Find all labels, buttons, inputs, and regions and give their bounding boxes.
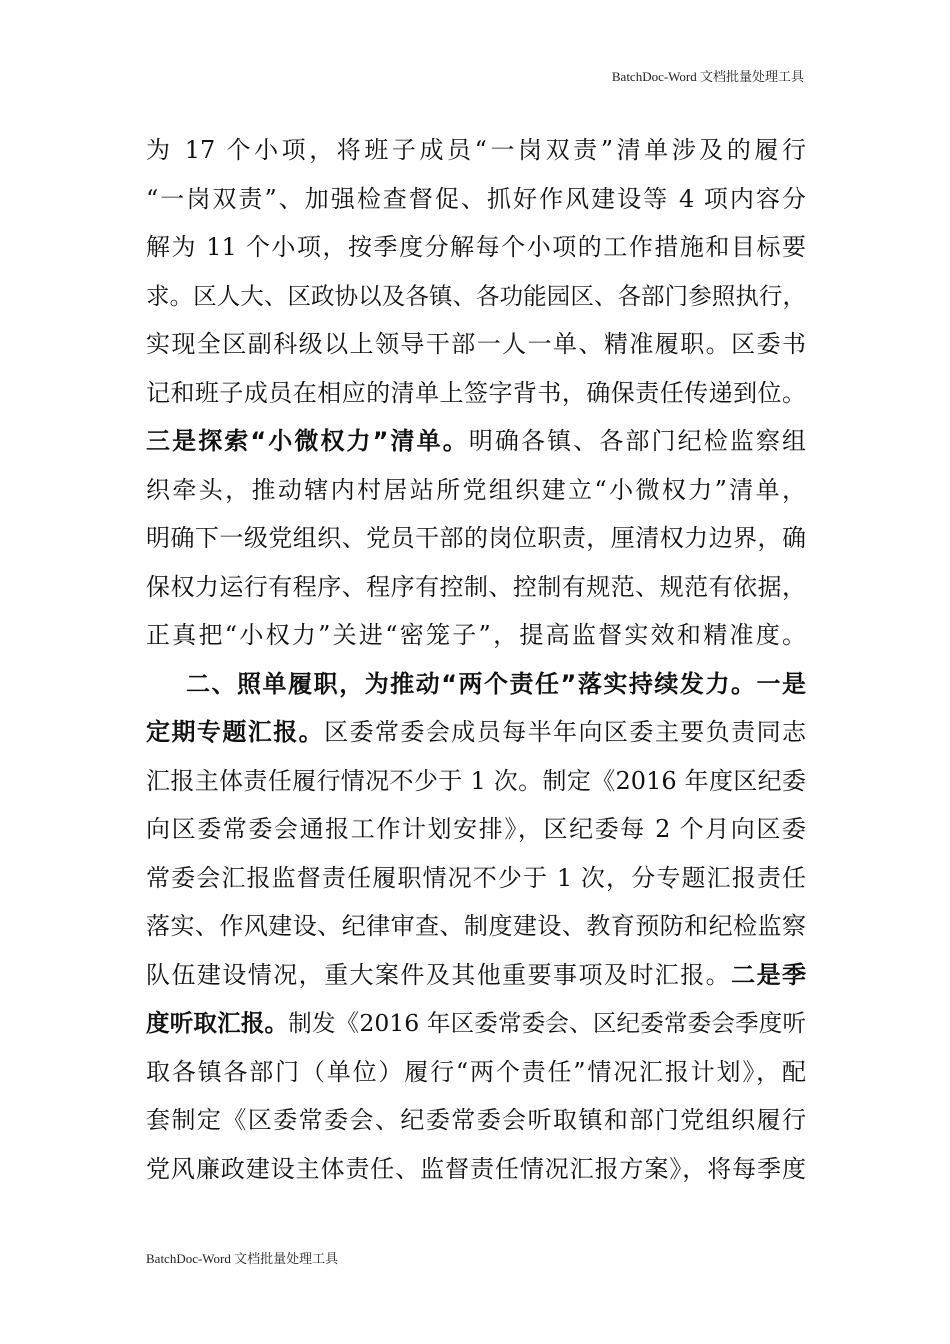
text-line — [146, 1096, 806, 1145]
text-line — [146, 272, 806, 321]
text-line — [146, 999, 806, 1048]
text-line — [146, 708, 806, 757]
bold-text-segment: 定期专题汇报。 — [146, 718, 325, 746]
text-segment: 党风廉政建设主体责任、监督责任情况汇报方案》，将每季度 — [146, 1154, 806, 1183]
text-line — [146, 223, 806, 272]
text-line — [146, 660, 806, 709]
text-line — [146, 1048, 806, 1097]
text-segment: 取各镇各部门（单位）履行“两个责任”情况汇报计划》，配 — [146, 1057, 806, 1086]
text-segment: 向区委常委会通报工作计划安排》，区纪委每 2 个月向区委 — [146, 815, 806, 843]
bold-text-segment: 二是季 — [731, 960, 807, 989]
text-segment: 记和班子成员在相应的清单上签字背书，确保责任传递到位。 — [146, 378, 806, 407]
text-segment: 套制定《区委常委会、纪委常委会听取镇和部门党组织履行 — [146, 1106, 806, 1134]
text-segment: 织牵头，推动辖内村居站所党组织建立“小微权力”清单， — [146, 475, 806, 504]
text-line — [146, 1145, 806, 1194]
text-line — [146, 514, 806, 563]
document-body — [146, 126, 806, 1193]
text-line — [146, 805, 806, 854]
text-segment: 明确下一级党组织、党员干部的岗位职责，厘清权力边界，确 — [146, 524, 806, 552]
text-segment: 汇报主体责任履行情况不少于 1 次。制定《2016 年度区纪委 — [146, 766, 806, 795]
bold-text-segment: 度听取汇报。 — [146, 1009, 289, 1037]
text-segment: 解为 11 个小项，按季度分解每个小项的工作措施和目标要 — [146, 233, 806, 261]
text-segment: 区委常委会成员每半年向区委主要负责同志 — [324, 718, 807, 746]
text-segment: 明确各镇、各部门纪检监察组 — [468, 427, 807, 455]
text-line — [146, 466, 806, 515]
text-segment: 正真把“小权力”关进“密笼子”，提高监督实效和精准度。 — [146, 621, 806, 649]
bold-text-segment: 三是探索“小微权力”清单。 — [146, 427, 469, 455]
page-footer: BatchDoc-Word 文档批量处理工具 — [146, 1251, 339, 1266]
text-segment: 落实、作风建设、纪律审查、制度建设、教育预防和纪检监察 — [146, 912, 806, 940]
text-line — [146, 854, 806, 903]
text-line — [146, 175, 806, 224]
text-segment: 常委会汇报监督责任履职情况不少于 1 次，分专题汇报责任 — [146, 863, 806, 892]
text-line — [146, 417, 806, 466]
text-segment: 保权力运行有程序、程序有控制、控制有规范、规范有依据， — [146, 572, 806, 601]
text-segment: 为 17 个小项，将班子成员“一岗双责”清单涉及的履行 — [146, 136, 806, 164]
text-line — [146, 563, 806, 612]
text-line — [146, 902, 806, 951]
text-segment: “一岗双责”、加强检查督促、抓好作风建设等 4 项内容分 — [146, 184, 806, 213]
text-segment: 制发《2016 年区委常委会、区纪委常委会季度听 — [288, 1009, 807, 1037]
text-line — [146, 126, 806, 175]
bold-text-segment: 二、照单履职，为推动“两个责任”落实持续发力。一是 — [186, 669, 806, 698]
text-line — [146, 611, 806, 660]
text-segment: 实现全区副科级以上领导干部一人一单、精准履职。区委书 — [146, 330, 806, 358]
page-header: BatchDoc-Word 文档批量处理工具 — [611, 69, 804, 84]
text-line — [146, 951, 806, 1000]
text-segment: 队伍建设情况，重大案件及其他重要事项及时汇报。 — [146, 960, 732, 989]
text-segment: 求。区人大、区政协以及各镇、各功能园区、各部门参照执行， — [146, 281, 806, 310]
text-line — [146, 757, 806, 806]
text-line — [146, 369, 806, 418]
text-line — [146, 320, 806, 369]
